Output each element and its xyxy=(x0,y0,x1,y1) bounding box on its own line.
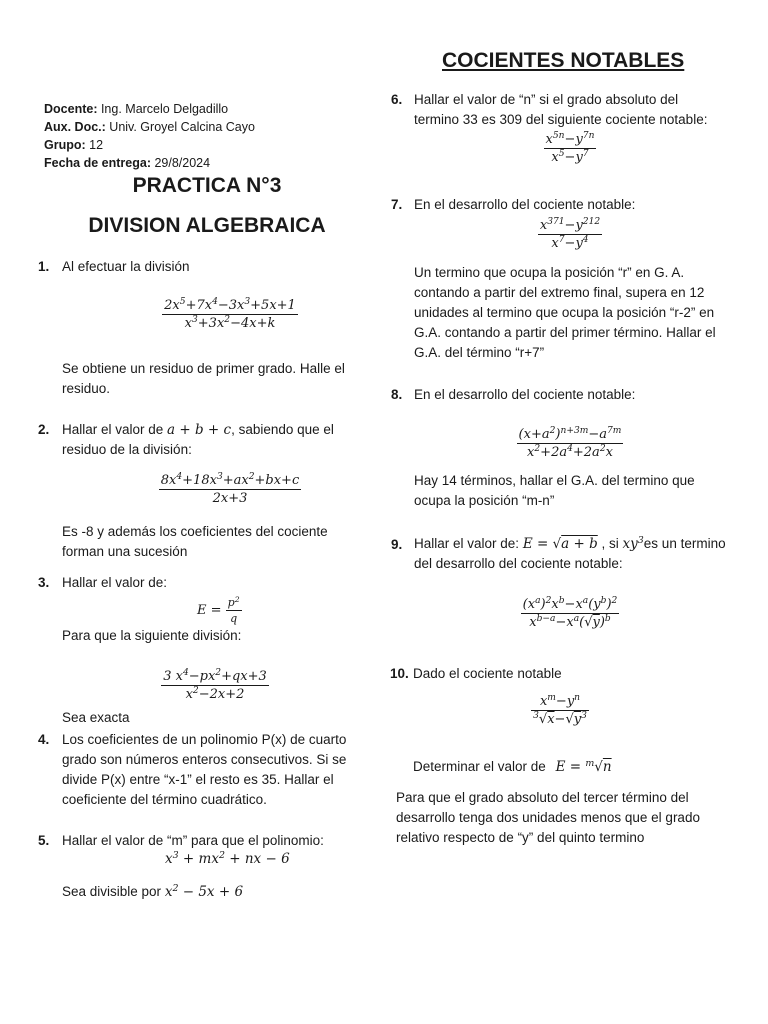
problem-6-number: 6. xyxy=(391,92,403,107)
problem-3-intro: Hallar el valor de: xyxy=(62,575,168,590)
practice-number: PRACTICA N°3 xyxy=(132,174,282,197)
grupo-value: 12 xyxy=(85,138,104,152)
problem-5-end xyxy=(62,882,243,902)
aux-label: Aux. Doc.: xyxy=(44,120,106,134)
problem-2-intro-a: Hallar el valor de xyxy=(62,422,168,437)
problem-1-number: 1. xyxy=(38,259,50,274)
problem-9-number: 9. xyxy=(391,537,403,552)
problem-5-end-text: Sea divisible por xyxy=(62,884,165,899)
problem-1-fraction: $\frac{2x^5+7x^4-3x^3+5x+1}{x^3+3x^2-4x+k}$ xyxy=(164,297,296,331)
problem-2-intro-math: a + b + c xyxy=(167,422,232,438)
problem-6-fraction: $\frac{x^{5n}-y^{7n}}{x^5-y^7}$ xyxy=(545,131,595,165)
problem-4-number: 4. xyxy=(38,732,50,747)
problem-9-fraction: $\frac{(x^a)^2x^b-x^a(y^b)^2}{x^{b-a}-x^a(√y)^b}$ xyxy=(522,596,618,630)
problem-5-polynomial: $x^3 + mx^2$ + nx − 6 xyxy=(165,849,290,867)
problem-10-determine-text: Determinar el valor de xyxy=(413,759,546,774)
problem-10-intro: Dado el cociente notable xyxy=(413,666,562,681)
problem-10-determine xyxy=(413,757,612,777)
problem-7-fraction: $\frac{x^{371}-y^{212}}{x^7-y^4}$ xyxy=(539,217,601,251)
problem-3-end: Sea exacta xyxy=(62,710,130,725)
page-title: COCIENTES NOTABLES xyxy=(442,49,685,72)
grupo-label: Grupo: xyxy=(44,138,86,152)
docente-label: Docente: xyxy=(44,102,98,116)
practice-topic: DIVISION ALGEBRAICA xyxy=(88,214,326,237)
fecha-label: Fecha de entrega: xyxy=(44,156,151,170)
problem-2-fraction: $\frac{8x^4+18x^3+ax^2+bx+c}{2x+3}$ xyxy=(160,472,300,506)
problem-10-fraction: $\frac{x^m-y^n}{^3√x-√y^3}$ xyxy=(533,693,587,727)
problem-1-text: Se obtiene un residuo de primer grado. Halle el residuo. xyxy=(62,361,345,396)
problem-7-intro: En el desarrollo del cociente notable: xyxy=(414,197,636,212)
problem-2-text: Es -8 y además los coeficientes del cociente forman una sucesión xyxy=(62,524,328,559)
problem-8-text: Hay 14 términos, hallar el G.A. del termino que ocupa la posición “m-n” xyxy=(414,473,695,508)
problem-4-text: Los coeficientes de un polinomio P(x) de cuarto grado son números enteros consecutivos. Si se divide P(x) entre “x-1” el resto es 35. Hallar el coeficiente del término cuadrático. xyxy=(62,732,347,807)
problem-8-fraction: $\frac{(x+a^2)^{n+3m}-a^{7m}}{x^2+2a^4+2a^2x}$ xyxy=(518,426,622,460)
problem-9-intro xyxy=(414,534,726,574)
problem-6-text: Hallar el valor de “n” si el grado absoluto del termino 33 es 309 del siguiente cociente notable: xyxy=(414,92,708,127)
problem-5-intro: Hallar el valor de “m” para que el polinomio: xyxy=(62,833,324,848)
problem-10-text: Para que el grado absoluto del tercer término del desarrollo tenga dos unidades menos que el grado relativo respecto de “y” del quinto termino xyxy=(396,790,700,845)
problem-9-expression: E = √a + b xyxy=(522,536,598,552)
problem-10-number: 10. xyxy=(390,666,409,681)
problem-9-term: $xy^3$ xyxy=(622,534,644,552)
aux-value: Univ. Groyel Calcina Cayo xyxy=(105,120,255,134)
docente-value: Ing. Marcelo Delgadillo xyxy=(97,102,229,116)
problem-3-text: Para que la siguiente división: xyxy=(62,628,242,643)
course-info xyxy=(44,100,255,172)
problem-10-formula: E = $^m$√n xyxy=(555,757,612,775)
problem-2-intro-b: , sabiendo que el residuo de la división: xyxy=(62,422,334,457)
fecha-value: 29/8/2024 xyxy=(150,156,211,170)
problem-7-number: 7. xyxy=(391,197,403,212)
problem-9-intro-c: es un termino del desarrollo del cociente notable: xyxy=(414,536,726,571)
problem-7-text: Un termino que ocupa la posición “r” en G. A. contando a partir del extremo final, supera en 12 unidades al termino que ocupa la posición “r-2” en G.A. contando a partir del primer término. Hallar el G.A. del término “r+7” xyxy=(414,265,716,360)
problem-3-fraction: $\frac{3 x^4-px^2+qx+3}{x^2-2x+2}$ xyxy=(163,668,267,702)
problem-1-intro: Al efectuar la división xyxy=(62,259,190,274)
problem-9-intro-a: Hallar el valor de: xyxy=(414,536,523,551)
problem-2-number: 2. xyxy=(38,422,50,437)
problem-5-number: 5. xyxy=(38,833,50,848)
problem-9-intro-b: , si xyxy=(597,536,623,551)
problem-2-intro xyxy=(62,420,362,460)
problem-8-intro: En el desarrollo del cociente notable: xyxy=(414,387,636,402)
problem-5-divisor: $x^2 - 5x + 6$ xyxy=(164,882,244,900)
problem-3-number: 3. xyxy=(38,575,50,590)
problem-8-number: 8. xyxy=(391,387,403,402)
problem-3-formula: E = $\frac{p^2}{q}$ xyxy=(197,594,240,625)
